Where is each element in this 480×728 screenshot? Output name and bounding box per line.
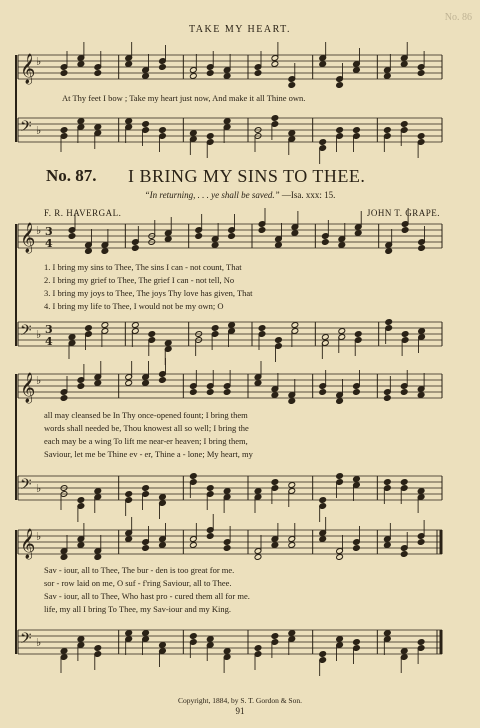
note-head <box>384 542 392 549</box>
note-head <box>353 389 361 396</box>
note-head <box>228 322 236 329</box>
note-head <box>60 70 68 77</box>
note-head <box>228 233 236 240</box>
note-head <box>319 61 327 68</box>
treble-clef: 𝄞 <box>20 529 36 559</box>
note-head <box>85 325 93 332</box>
note-head <box>384 479 392 486</box>
note-head <box>159 494 167 501</box>
note-head <box>400 551 408 558</box>
key-signature-flat: ♭ <box>36 530 42 543</box>
note-head <box>319 651 327 658</box>
note-head <box>418 328 426 335</box>
key-signature-flat: ♭ <box>36 328 42 341</box>
note-head <box>319 389 327 396</box>
top-fragment-lyric <box>0 92 480 104</box>
key-signature-flat: ♭ <box>36 482 42 495</box>
top-fragment-lyric-text: At Thy feet I bow ; Take my heart just now, And make it all Thine own. <box>62 93 306 103</box>
note-head <box>254 380 262 387</box>
note-head <box>94 488 102 495</box>
epigraph <box>0 190 480 200</box>
note-head <box>132 322 140 329</box>
note-head <box>417 539 425 546</box>
note-head <box>94 70 102 77</box>
verse-line: all may cleansed be In Thy once-opened fount; I bring them <box>44 410 248 420</box>
note-head <box>223 545 231 552</box>
note-head <box>336 636 344 643</box>
bass-clef: 𝄢 <box>20 322 32 343</box>
verse-line: Sav - iour, all to Thee, Who hast pro - cured them all for me. <box>44 591 250 601</box>
note-head <box>190 633 198 640</box>
note-head <box>384 127 392 134</box>
note-head <box>258 227 266 234</box>
corner-mark: No. 86 <box>444 12 472 23</box>
note-head <box>125 118 133 125</box>
note-head <box>319 497 327 504</box>
note-head <box>271 542 279 549</box>
author-credit: F. R. HAVERGAL. <box>44 208 122 218</box>
verse-line: 4. I bring my life to Thee, I would not be my own; O <box>44 301 224 311</box>
note-head <box>94 645 102 652</box>
note-head <box>417 639 425 646</box>
epigraph-quote: “In returning, . . . ye shall be saved.” <box>144 190 280 200</box>
note-head <box>77 497 85 504</box>
note-head <box>190 473 198 480</box>
time-signature-bottom: 4 <box>45 237 53 250</box>
verse-line: each may be a wing To lift me near-er heaven; I bring them, <box>44 436 248 446</box>
note-head <box>195 233 203 240</box>
note-head <box>60 648 68 655</box>
note-head <box>271 61 279 68</box>
treble-clef: 𝄞 <box>20 373 36 403</box>
note-head <box>223 488 231 495</box>
bass-clef: 𝄢 <box>20 476 32 497</box>
note-head <box>159 377 167 384</box>
note-head <box>291 230 299 237</box>
note-head <box>254 488 262 495</box>
verse-line: 1. I bring my sins to Thee, The sins I can - not count, That <box>44 262 242 272</box>
note-head <box>275 337 283 344</box>
verse-line: 3. I bring my joys to Thee, The joys Thy love has given, That <box>44 288 253 298</box>
verse-line: Saviour, let me be Thine ev - er, Thine a - lone; My heart, my <box>44 449 253 459</box>
note-head <box>401 331 409 338</box>
treble-clef: 𝄞 <box>20 223 36 253</box>
hymn-title: I BRING MY SINS TO THEE. <box>128 166 366 186</box>
note-head <box>400 61 408 68</box>
note-head <box>291 322 299 329</box>
note-head <box>338 328 346 335</box>
note-head <box>211 242 219 249</box>
note-head <box>401 227 409 234</box>
note-head <box>384 73 392 80</box>
note-head <box>60 127 68 134</box>
note-head <box>101 322 109 329</box>
note-head <box>60 554 68 561</box>
time-signature-top: 3 <box>45 323 53 336</box>
note-head <box>418 245 426 252</box>
bass-clef: 𝄢 <box>20 118 32 139</box>
note-head <box>417 70 425 77</box>
note-head <box>159 127 167 134</box>
note-head <box>353 67 361 74</box>
note-head <box>288 398 296 405</box>
note-head <box>142 545 150 552</box>
note-head <box>223 118 231 125</box>
note-head <box>164 340 172 347</box>
note-head <box>400 389 408 396</box>
note-head <box>353 127 361 134</box>
note-head <box>254 645 262 652</box>
note-head <box>132 245 140 252</box>
note-head <box>417 488 425 495</box>
note-head <box>254 554 262 561</box>
note-head <box>142 485 150 492</box>
key-signature-flat: ♭ <box>36 55 42 68</box>
note-head <box>319 139 327 146</box>
note-head <box>148 331 156 338</box>
time-signature-top: 3 <box>45 225 53 238</box>
note-head <box>77 61 85 68</box>
note-head <box>101 248 109 255</box>
note-head <box>322 239 330 246</box>
note-head <box>223 648 231 655</box>
verse-line: words shall needed be, Thou knowest all so well; I bring the <box>44 423 249 433</box>
note-head <box>223 389 231 396</box>
note-head <box>77 636 85 643</box>
note-head <box>417 392 425 399</box>
note-head <box>190 389 198 396</box>
note-head <box>190 130 198 137</box>
note-head <box>353 639 361 646</box>
note-head <box>353 476 361 483</box>
note-head <box>206 533 214 540</box>
note-head <box>206 133 214 140</box>
copyright-notice: Copyright, 1884, by S. T. Gordon & Son. <box>178 696 302 705</box>
note-head <box>384 630 392 637</box>
note-head <box>60 395 68 402</box>
note-head <box>354 230 362 237</box>
note-head <box>275 242 283 249</box>
note-head <box>68 233 76 240</box>
note-head <box>353 545 361 552</box>
note-head <box>159 64 167 71</box>
note-head <box>254 70 262 77</box>
verse-line: sor - row laid on me, O suf - f'ring Saviour, all to Thee. <box>44 578 232 588</box>
note-head <box>271 392 279 399</box>
note-head <box>288 482 296 489</box>
note-head <box>94 124 102 131</box>
note-head <box>288 542 296 549</box>
note-head <box>385 248 393 255</box>
note-head <box>190 73 198 80</box>
note-head <box>400 648 408 655</box>
key-signature-flat: ♭ <box>36 374 42 387</box>
bass-clef: 𝄢 <box>20 630 32 651</box>
note-head <box>142 380 150 387</box>
note-head <box>206 389 214 396</box>
note-head <box>384 395 392 402</box>
note-head <box>319 536 327 543</box>
note-head <box>125 630 133 637</box>
note-head <box>125 536 133 543</box>
note-head <box>400 121 408 128</box>
note-head <box>159 542 167 549</box>
note-head <box>336 398 344 405</box>
key-signature-flat: ♭ <box>36 636 42 649</box>
treble-clef: 𝄞 <box>20 54 36 84</box>
note-head <box>288 630 296 637</box>
note-head <box>77 383 85 390</box>
composer-credit: JOHN T. GRAPE. <box>366 208 440 218</box>
note-head <box>417 133 425 140</box>
note-head <box>338 242 346 249</box>
verse-line: 2. I bring my grief to Thee, The grief I can - not tell, No <box>44 275 235 285</box>
note-head <box>336 554 344 561</box>
note-head <box>211 325 219 332</box>
note-head <box>322 334 330 341</box>
note-head <box>271 115 279 122</box>
note-head <box>142 630 150 637</box>
note-head <box>288 130 296 137</box>
note-head <box>94 380 102 387</box>
note-head <box>85 248 93 255</box>
note-head <box>258 325 266 332</box>
note-head <box>400 479 408 486</box>
note-head <box>271 479 279 486</box>
note-head <box>385 319 393 326</box>
note-head <box>142 121 150 128</box>
note-head <box>190 542 198 549</box>
key-signature-flat: ♭ <box>36 224 42 237</box>
note-head <box>271 633 279 640</box>
note-head <box>125 380 133 387</box>
note-head <box>68 334 76 341</box>
note-head <box>206 485 214 492</box>
note-head <box>336 82 344 89</box>
note-head <box>288 82 296 89</box>
note-head <box>94 554 102 561</box>
note-head <box>336 473 344 480</box>
page-number: 91 <box>235 706 245 716</box>
note-head <box>142 73 150 80</box>
verse-line: Sav - iour, all to Thee, The bur - den is too great for me. <box>44 565 235 575</box>
note-head <box>336 127 344 134</box>
time-signature-bottom: 4 <box>45 335 53 348</box>
verse-line: life, my all I bring To Thee, my Sav-iour and my King. <box>44 604 232 614</box>
hymn-number: No. 87. <box>46 166 97 185</box>
note-head <box>164 236 172 243</box>
note-head <box>159 642 167 649</box>
note-head <box>223 73 231 80</box>
note-head <box>77 542 85 549</box>
note-head <box>206 636 214 643</box>
epigraph-reference: —Isa. xxx: 15. <box>281 190 336 200</box>
note-head <box>125 61 133 68</box>
running-head: TAKE MY HEART. <box>188 24 292 35</box>
note-head <box>125 491 133 498</box>
key-signature-flat: ♭ <box>36 124 42 137</box>
note-head <box>354 331 362 338</box>
note-head <box>77 118 85 125</box>
note-head <box>206 70 214 77</box>
